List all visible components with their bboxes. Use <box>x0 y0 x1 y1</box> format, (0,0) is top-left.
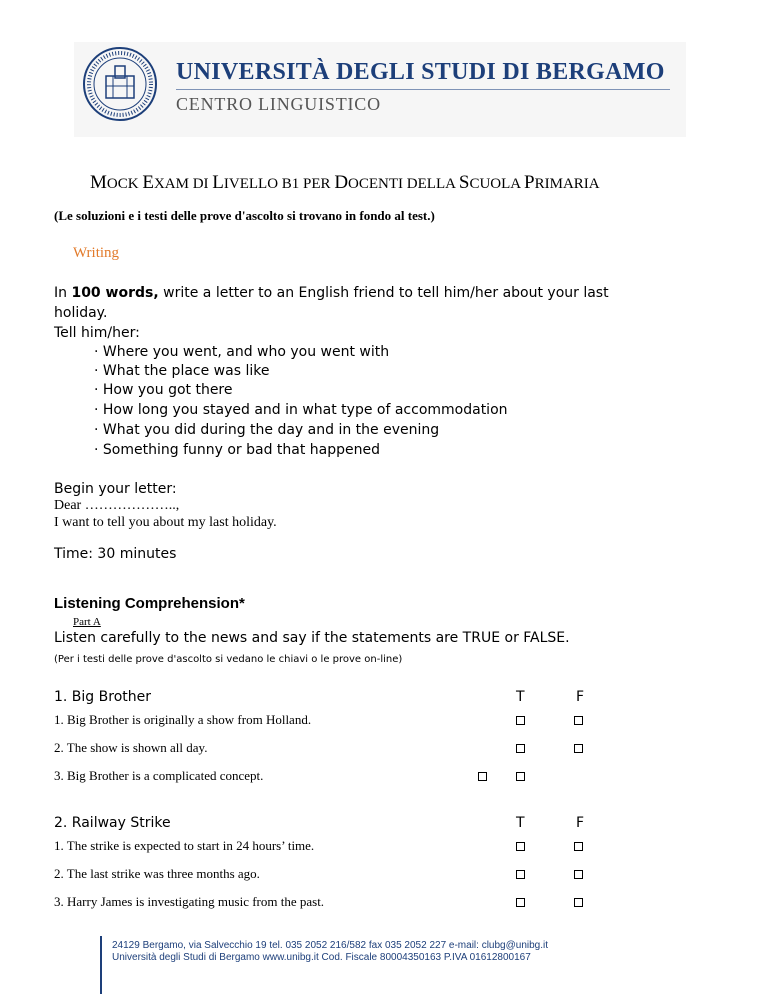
university-name: UNIVERSITÀ DEGLI STUDI DI BERGAMO <box>176 59 665 85</box>
checkbox-false[interactable] <box>574 898 583 907</box>
instr-prefix: In <box>54 285 72 301</box>
statement: 3. Big Brother is a complicated concept. <box>54 768 264 783</box>
checkbox-false[interactable] <box>574 716 583 725</box>
statement: 2. The last strike was three months ago. <box>54 866 260 881</box>
title-part: OCK <box>106 176 143 192</box>
intro-note: (Le soluzioni e i testi delle prove d'ascolto si trovano in fondo al test.) <box>54 208 435 223</box>
section-title-big-brother: 1. Big Brother <box>54 689 151 705</box>
writing-instruction-line2: holiday. <box>54 305 108 321</box>
title-part: M <box>90 172 107 193</box>
header-divider <box>176 89 670 90</box>
writing-instruction <box>54 285 609 301</box>
checkbox-true[interactable] <box>516 870 525 879</box>
title-part: XAM DI <box>153 176 213 192</box>
checkbox-true[interactable] <box>516 842 525 851</box>
title-part: RIMARIA <box>534 176 600 192</box>
checkbox-false[interactable] <box>574 870 583 879</box>
column-false: F <box>576 689 585 705</box>
section-heading-writing: Writing <box>73 245 120 261</box>
title-part: OCENTI DELLA <box>348 176 459 192</box>
letter-salutation: Dear ……………….., <box>54 498 180 513</box>
statement: 3. Harry James is investigating music from the past. <box>54 894 325 909</box>
checkbox-true[interactable] <box>516 744 525 753</box>
document-title <box>90 172 600 194</box>
footer-fiscal: Università degli Studi di Bergamo www.unibg.it Cod. Fiscale 80004350163 P.IVA 01612800167 <box>112 952 531 963</box>
checkbox-true[interactable] <box>478 772 487 781</box>
bullet-item: · How long you stayed and in what type of accommodation <box>94 402 508 418</box>
listening-note: (Per i testi delle prove d'ascolto si vedano le chiavi o le prove on-line) <box>54 654 403 665</box>
checkbox-true[interactable] <box>516 898 525 907</box>
begin-label: Begin your letter: <box>54 481 177 497</box>
title-part: P <box>524 172 535 193</box>
bullet-item: · What the place was like <box>94 363 270 379</box>
letter-opening: I want to tell you about my last holiday. <box>54 515 277 530</box>
footer-rule <box>100 936 102 994</box>
section-title-railway-strike: 2. Railway Strike <box>54 815 171 831</box>
title-part: S <box>458 172 470 193</box>
university-seal-icon <box>82 46 158 122</box>
column-true: T <box>516 689 525 705</box>
section-heading-listening: Listening Comprehension* <box>54 595 245 612</box>
bullet-item: · Where you went, and who you went with <box>94 344 390 360</box>
header-subtitle: CENTRO LINGUISTICO <box>176 94 381 114</box>
time-limit: Time: 30 minutes <box>54 546 177 562</box>
column-true: T <box>516 815 525 831</box>
instr-bold: 100 words, <box>71 285 159 301</box>
title-part: IVELLO B1 PER <box>223 176 335 192</box>
bullet-item: · Something funny or bad that happened <box>94 442 381 458</box>
tell-label: Tell him/her: <box>54 325 140 341</box>
checkbox-false[interactable] <box>574 744 583 753</box>
instr-rest: write a letter to an English friend to tell him/her about your last <box>158 285 609 301</box>
footer-address: 24129 Bergamo, via Salvecchio 19 tel. 035 2052 216/582 fax 035 2052 227 e-mail: clubg@unibg.it <box>112 940 549 951</box>
statement: 1. Big Brother is originally a show from Holland. <box>54 712 312 727</box>
title-part: CUOLA <box>469 176 525 192</box>
part-label: Part A <box>73 616 101 628</box>
title-part: E <box>142 172 154 193</box>
checkbox-false[interactable] <box>516 772 525 781</box>
statement: 2. The show is shown all day. <box>54 740 208 755</box>
checkbox-true[interactable] <box>516 716 525 725</box>
title-part: L <box>212 172 224 193</box>
bullet-item: · What you did during the day and in the evening <box>94 422 440 438</box>
title-part: D <box>334 172 349 193</box>
column-false: F <box>576 815 585 831</box>
checkbox-false[interactable] <box>574 842 583 851</box>
bullet-item: · How you got there <box>94 382 233 398</box>
statement: 1. The strike is expected to start in 24 hours’ time. <box>54 838 315 853</box>
listening-instruction: Listen carefully to the news and say if the statements are TRUE or FALSE. <box>54 630 570 646</box>
